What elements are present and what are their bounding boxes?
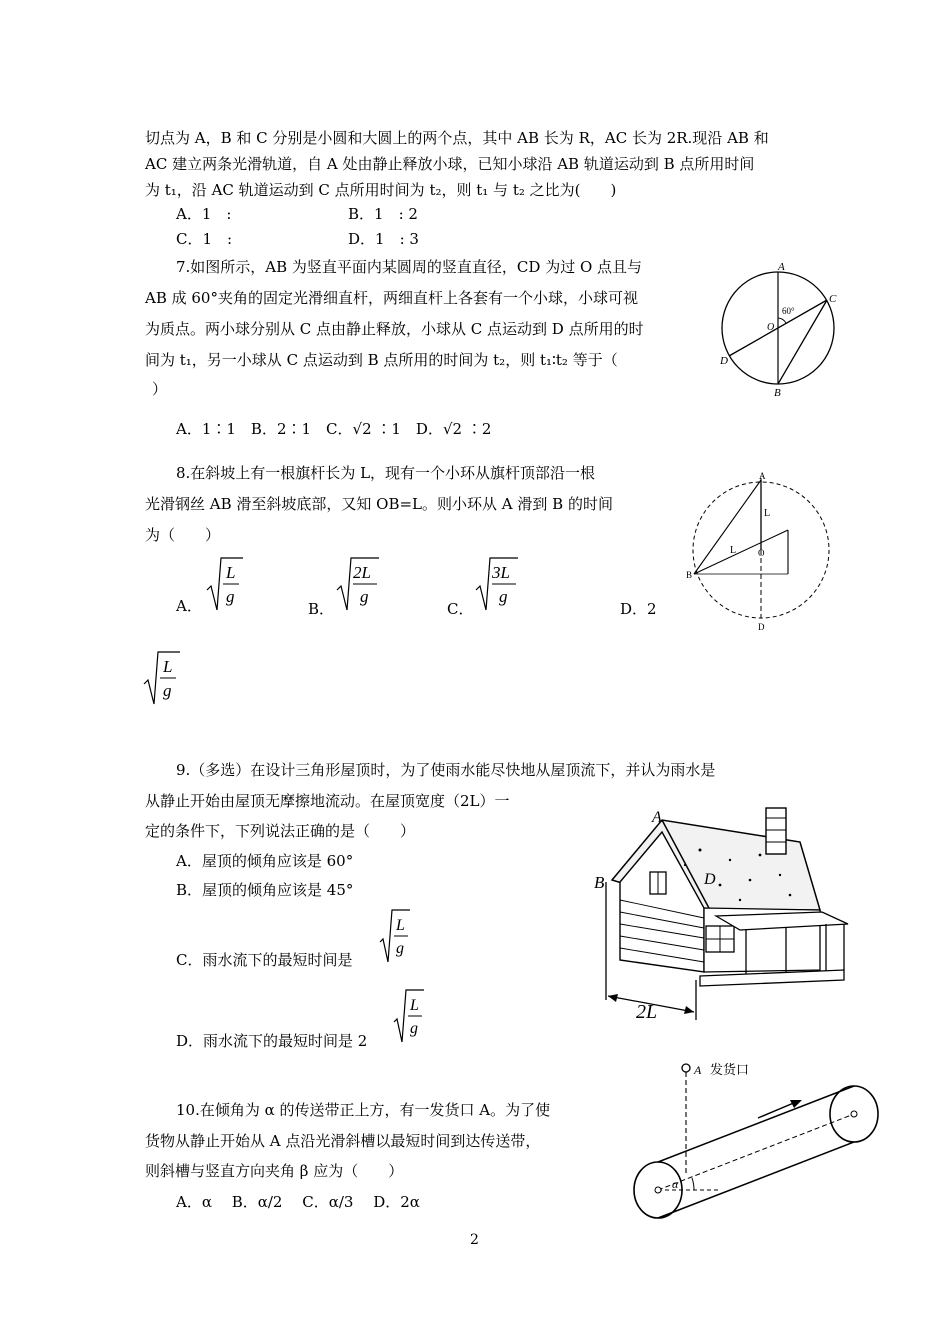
q7-circle-diagram [712, 258, 844, 400]
q8-label-l1: L [764, 508, 771, 519]
q7-text-line4: 间为 t₁，另一小球从 C 点运动到 B 点所用的时间为 t₂，则 t₁∶t₂ 等于（ [145, 351, 618, 369]
q6-text-line1: 切点为 A，B 和 C 分别是小圆和大圆上的两个点，其中 AB 长为 R，AC 长为 2R.现沿 AB 和 [145, 129, 769, 147]
q8-option-b: B． [308, 600, 335, 618]
q10-label-a: A [694, 1063, 702, 1077]
q8-label-d: D [758, 622, 765, 632]
q6-text-line2: AC 建立两条光滑轨道，自 A 处由静止释放小球，已知小球沿 AB 轨道运动到 B 点所用时间 [145, 155, 755, 173]
q7-label-angle: 60° [782, 306, 795, 316]
q6-text-line3: 为 t₁，沿 AC 轨道运动到 C 点所用时间为 t₂，则 t₁ 与 t₂ 之比为( ) [145, 181, 617, 199]
q8-text-line2: 光滑钢丝 AB 滑至斜坡底部，又知 OB=L。则小环从 A 滑到 B 的时间 [145, 495, 613, 513]
q8-option-d: D．2 [620, 600, 657, 618]
q7-text-line1: 7.如图所示，AB 为竖直平面内某圆周的竖直直径，CD 为过 O 点且与 [176, 258, 643, 276]
q8-fa-num: L [226, 563, 236, 582]
q9-fc-den: g [396, 940, 404, 957]
q8-fc-den: g [499, 587, 508, 606]
q7-text-line3: 为质点。两小球分别从 C 点由静止释放，小球从 C 点运动到 D 点所用的时 [145, 320, 644, 338]
q7-label-o: O [767, 322, 775, 333]
q9-option-a: A．屋顶的倾角应该是 60° [176, 852, 354, 870]
q7-text-line5: ） [152, 380, 168, 398]
q8-option-c-formula [474, 552, 520, 612]
q8-label-o: O [758, 548, 765, 558]
q8-text-line3: 为（ ） [145, 526, 221, 544]
q8-option-a: A． [176, 597, 202, 615]
q9-fd-num: L [410, 997, 419, 1014]
q7-label-a: A [778, 261, 785, 273]
q8-option-a-formula [205, 552, 245, 612]
q10-label-alpha: α [672, 1177, 679, 1191]
q9-option-c-formula [378, 906, 412, 964]
q9-house-diagram [590, 800, 852, 1026]
q9-label-b: B [594, 873, 605, 892]
q10-options: A．α B．α/2 C．α/3 D．2α [176, 1193, 420, 1211]
q6-option-b: B．1 : 2 [348, 205, 418, 223]
q9-text-line2: 从静止开始由屋顶无摩擦地流动。在屋顶宽度（2L）一 [145, 792, 510, 810]
q7-label-d: D [720, 355, 728, 367]
q8-fd-num: L [163, 657, 173, 676]
q8-option-c: C． [447, 600, 474, 618]
q6-option-c: C．1 : [176, 230, 233, 248]
q10-text-line3: 则斜槽与竖直方向夹角 β 应为（ ） [145, 1162, 404, 1180]
q8-option-d-formula [142, 644, 182, 706]
q10-label-outlet: 发货口 [710, 1062, 750, 1077]
q8-fb-num: 2L [353, 563, 371, 582]
q6-option-d: D．1 : 3 [348, 230, 419, 248]
q8-label-b: B [686, 570, 693, 580]
q7-label-c: C [829, 293, 837, 305]
q8-label-l2: L [730, 545, 737, 556]
q8-text-line1: 8.在斜坡上有一根旗杆长为 L，现有一个小环从旗杆顶部沿一根 [176, 464, 596, 482]
q7-label-b: B [774, 387, 781, 399]
q8-option-b-formula [335, 552, 381, 612]
q9-option-d-formula [392, 986, 426, 1044]
q8-label-a: A [759, 471, 766, 481]
q10-text-line1: 10.在倾角为 α 的传送带正上方，有一发货口 A。为了使 [176, 1101, 551, 1119]
q7-options: A．1∶1 B．2∶1 C．√2 ∶1 D．√2 ∶2 [176, 420, 492, 438]
q9-label-d: D [704, 871, 716, 888]
q10-conveyor-diagram [628, 1062, 884, 1222]
q9-fd-den: g [410, 1020, 418, 1037]
q9-option-b: B．屋顶的倾角应该是 45° [176, 881, 354, 899]
q8-flagpole-diagram [684, 470, 834, 636]
q8-fb-den: g [360, 587, 369, 606]
q9-label-2l: 2L [636, 1001, 658, 1023]
q9-text-line1: 9.（多选）在设计三角形屋顶时，为了使雨水能尽快地从屋顶流下，并认为雨水是 [176, 761, 716, 779]
q8-fc-num: 3L [492, 563, 510, 582]
q9-fc-num: L [396, 917, 405, 934]
q9-option-c: C．雨水流下的最短时间是 [176, 951, 353, 969]
q9-label-a: A [652, 809, 662, 826]
q9-option-d: D．雨水流下的最短时间是 2 [176, 1032, 368, 1050]
page-number: 2 [470, 1232, 479, 1248]
q8-fd-den: g [163, 681, 172, 700]
q7-text-line2: AB 成 60°夹角的固定光滑细直杆，两细直杆上各套有一个小球，小球可视 [145, 289, 638, 307]
q10-text-line2: 货物从静止开始从 A 点沿光滑斜槽以最短时间到达传送带， [145, 1132, 541, 1150]
q8-fa-den: g [226, 587, 235, 606]
q6-option-a: A．1 : [176, 205, 232, 223]
q9-text-line3: 定的条件下，下列说法正确的是（ ） [145, 822, 416, 840]
